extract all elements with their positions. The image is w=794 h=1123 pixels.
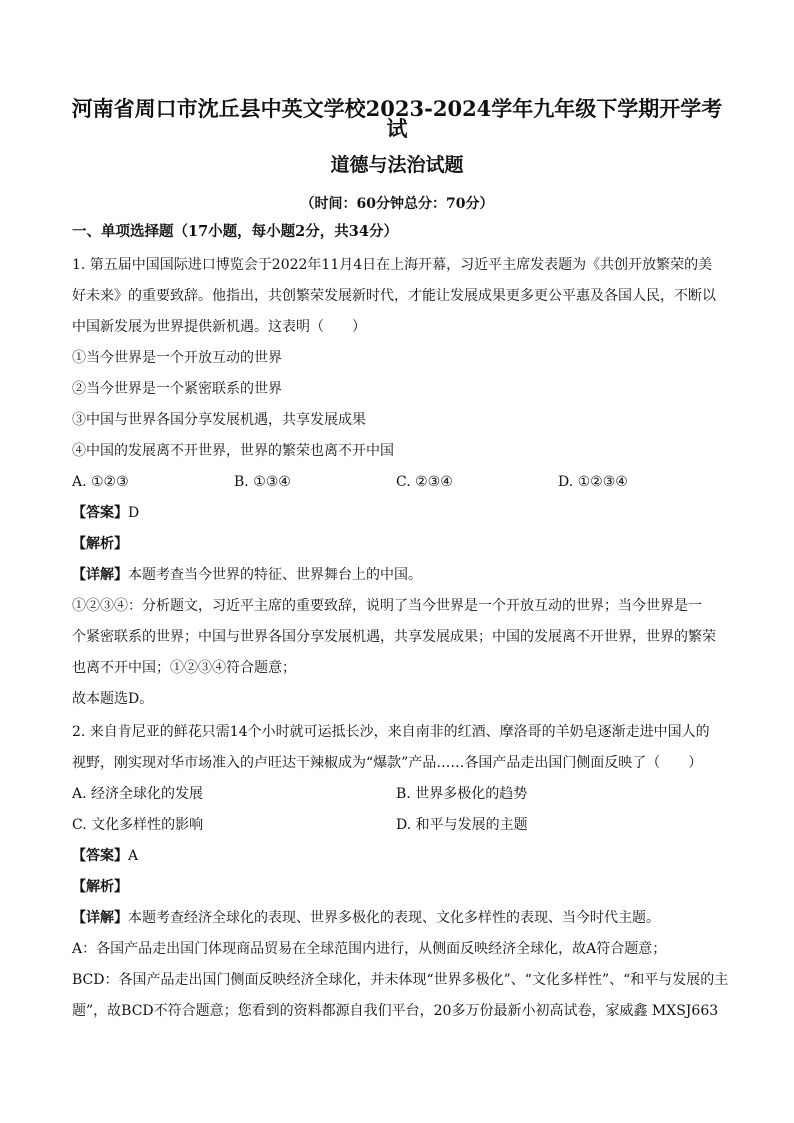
document-title-line1: 河南省周口市沈丘县中英文学校2023-2024学年九年级下学期开学考	[71, 96, 723, 121]
q1-detail-tag: 【详解】	[72, 567, 128, 583]
q2-option-d: D. 和平与发展的主题	[396, 817, 528, 833]
q1-item-3: ③中国与世界各国分享发展机遇，共享发展成果	[72, 412, 366, 428]
q1-option-a: A. ①②③	[72, 474, 129, 490]
q2-detail-line2: BCD：各国产品走出国门侧面反映经济全球化，并未体现“世界多极化”、“文化多样性”、“和平与发展的主	[72, 972, 729, 988]
q2-detail-intro	[72, 907, 722, 929]
q1-item-1: ①当今世界是一个开放互动的世界	[72, 350, 282, 366]
q2-option-a: A. 经济全球化的发展	[72, 786, 204, 802]
q2-option-c: C. 文化多样性的影响	[72, 817, 204, 833]
q1-item-4: ④中国的发展离不开世界，世界的繁荣也离不开中国	[72, 443, 394, 459]
q2-detail-line1: A：各国产品走出国门体现商品贸易在全球范围内进行，从侧面反映经济全球化，故A符合题意；	[72, 941, 667, 957]
q1-detail-line2: 个紧密联系的世界；中国与世界各国分享发展机遇，共享发展成果；中国的发展离不开世界，世界的繁荣	[72, 629, 716, 645]
q2-detail-line3: 题”，故BCD不符合题意；您看到的资料都源自我们平台，20多万份最新小初高试卷，家威鑫 MXSJ663	[72, 1003, 719, 1019]
q1-conclusion: 故本题选D。	[72, 691, 154, 707]
document-title-line2: 试	[386, 116, 408, 141]
exam-time-info: （时间：60分钟总分：70分）	[300, 196, 494, 212]
document-subtitle: 道德与法治试题	[330, 154, 464, 176]
q2-detail-intro-text: 本题考查经济全球化的表现、世界多极化的表现、文化多样性的表现、当今时代主题。	[128, 910, 660, 926]
section-heading: 一、单项选择题（17小题，每小题2分，共34分）	[72, 223, 398, 240]
q1-answer-value: D	[128, 505, 140, 521]
q1-option-c: C. ②③④	[396, 474, 453, 490]
q1-analysis-tag: 【解析】	[72, 536, 128, 552]
q1-detail-intro-text: 本题考查当今世界的特征、世界舞台上的中国。	[128, 567, 422, 583]
q2-stem-line2: 视野，刚实现对华市场准入的卢旺达干辣椒成为“爆款”产品……各国产品走出国门侧面反映了（ ）	[72, 755, 703, 771]
q2-answer	[72, 845, 722, 867]
q2-detail-tag: 【详解】	[72, 910, 128, 926]
q1-answer	[72, 502, 722, 524]
q2-answer-value: A	[128, 848, 139, 864]
q1-answer-tag: 【答案】	[72, 505, 128, 521]
q1-stem-line2: 好未来》的重要致辞。他指出，共创繁荣发展新时代，才能让发展成果更多更公平惠及各国人民，不断以	[72, 288, 716, 304]
q1-stem-line1: 1. 第五届中国国际进口博览会于2022年11月4日在上海开幕，习近平主席发表题为《共创开放繁荣的美	[72, 257, 713, 273]
q2-stem-line1: 2. 来自肯尼亚的鲜花只需14个小时就可运抵长沙，来自南非的红酒、摩洛哥的羊奶皂逐渐走进中国人的	[72, 724, 710, 740]
q2-option-b: B. 世界多极化的趋势	[396, 786, 528, 802]
q2-analysis-tag: 【解析】	[72, 879, 128, 895]
q1-detail-intro	[72, 564, 722, 586]
q2-answer-tag: 【答案】	[72, 848, 128, 864]
q1-detail-line3: 也离不开中国；①②③④符合题意；	[72, 660, 296, 676]
q1-stem-line3: 中国新发展为世界提供新机遇。这表明（ ）	[72, 319, 366, 335]
q1-detail-line1: ①②③④：分析题文，习近平主席的重要致辞，说明了当今世界是一个开放互动的世界；当今世界是一	[72, 598, 702, 614]
q1-option-d: D. ①②③④	[558, 474, 628, 490]
q1-item-2: ②当今世界是一个紧密联系的世界	[72, 381, 282, 397]
q1-option-b: B. ①③④	[234, 474, 291, 490]
